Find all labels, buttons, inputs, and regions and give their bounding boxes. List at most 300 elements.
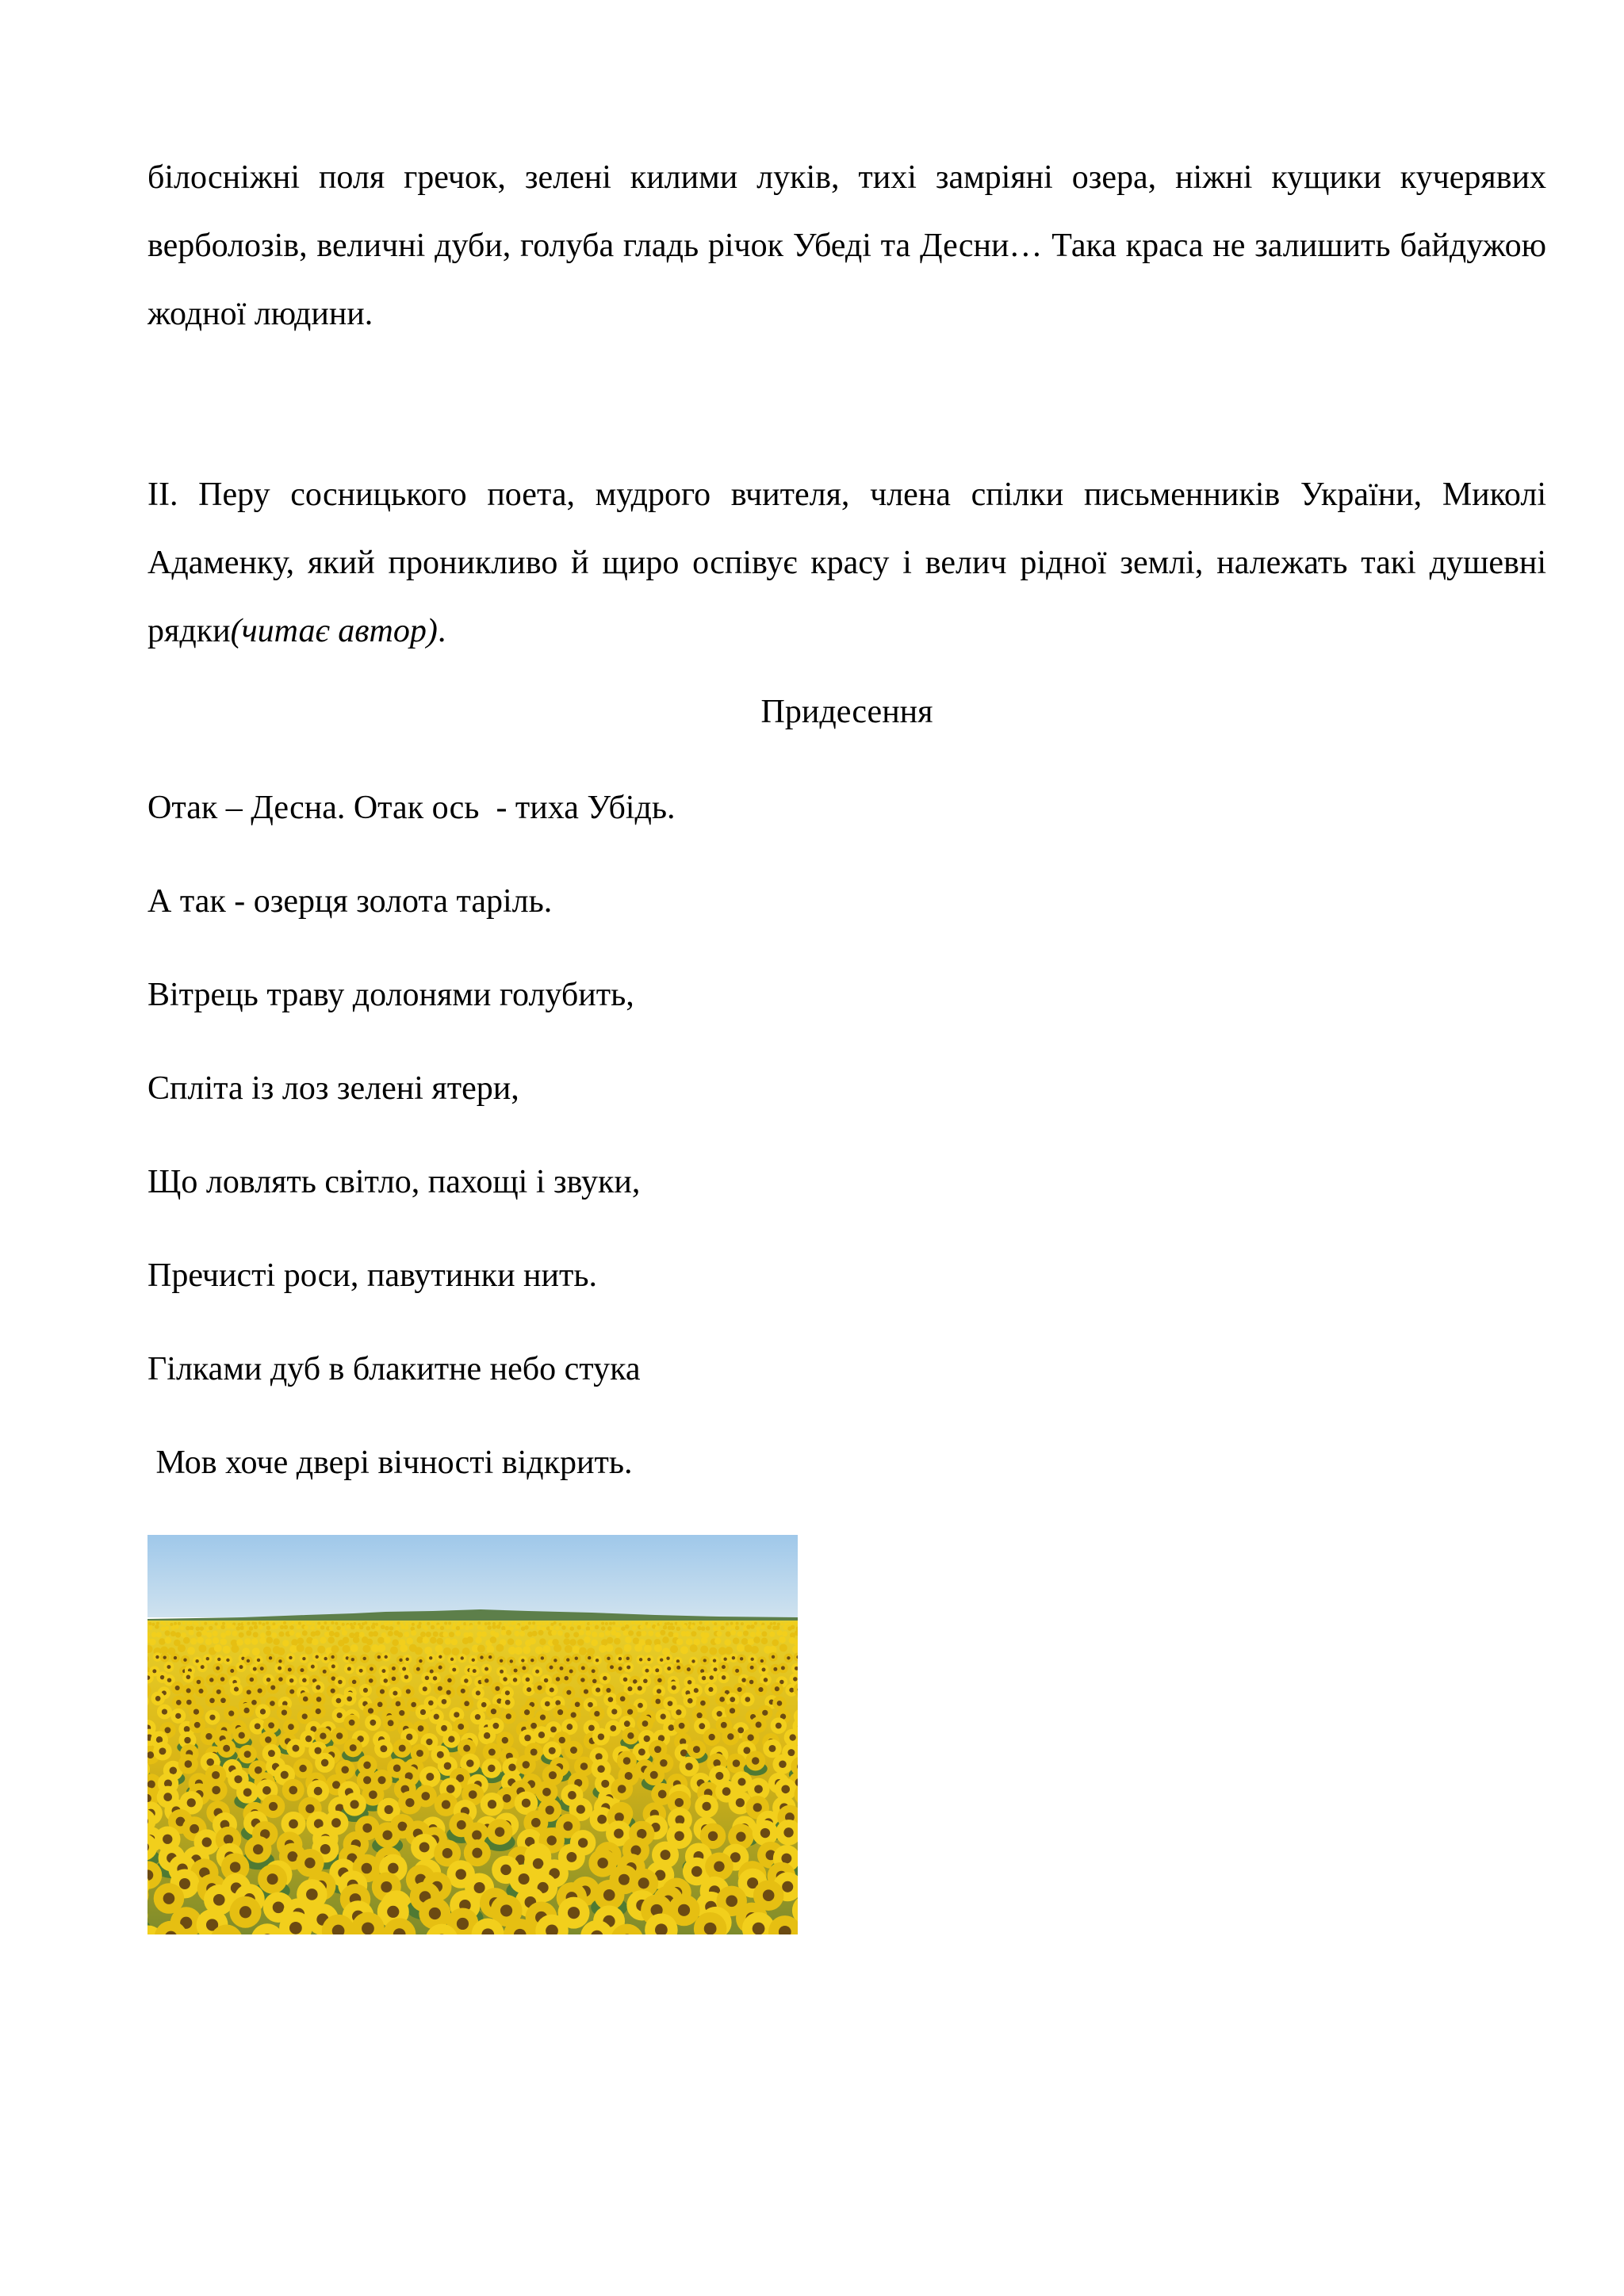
sunflower-center — [580, 1678, 585, 1682]
sunflower-petals — [201, 1622, 204, 1625]
sunflower-center — [737, 1727, 744, 1733]
sunflower-petals — [691, 1631, 696, 1636]
sunflower-petals — [320, 1637, 327, 1644]
sunflower-center — [760, 1659, 764, 1663]
sunflower-petals — [310, 1626, 315, 1631]
sunflower-center — [288, 1667, 292, 1671]
sunflower-petals — [737, 1631, 742, 1636]
sunflower-petals — [488, 1622, 491, 1625]
sunflower-center — [647, 1658, 650, 1661]
sunflower-center — [278, 1677, 283, 1682]
sunflower-petals — [159, 1638, 166, 1645]
sunflower-center — [566, 1852, 576, 1862]
sunflower-center — [702, 1676, 707, 1681]
sunflower-petals — [252, 1647, 260, 1655]
sunflower-petals — [183, 1637, 190, 1644]
sunflower-center — [255, 1724, 261, 1730]
sunflower-petals — [213, 1631, 218, 1636]
sunflower-petals — [349, 1632, 354, 1638]
sunflower-center — [737, 1777, 745, 1785]
sunflower-petals — [254, 1625, 259, 1630]
sunflower-center — [557, 1709, 563, 1715]
sunflower-center — [597, 1858, 607, 1868]
sunflower-center — [458, 1724, 464, 1730]
sunflower-petals — [211, 1621, 214, 1624]
sunflower-petals — [366, 1626, 370, 1631]
sunflower-center — [155, 1655, 159, 1659]
sunflower-center — [174, 1656, 177, 1659]
sunflower-petals — [455, 1631, 461, 1636]
sunflower-center — [185, 1760, 193, 1768]
sunflower-center — [336, 1712, 342, 1718]
sunflower-center — [687, 1667, 691, 1671]
sunflower-petals — [430, 1637, 437, 1644]
sunflower-center — [660, 1759, 668, 1767]
sunflower-center — [176, 1700, 182, 1705]
reader-note: (читає автор) — [230, 613, 438, 649]
sunflower-center — [726, 1895, 737, 1907]
sunflower-center — [419, 1842, 430, 1852]
sunflower-center — [292, 1745, 299, 1752]
sunflower-petals — [726, 1626, 731, 1631]
sunflower-petals — [289, 1623, 292, 1626]
sunflower-center — [429, 1908, 441, 1919]
sunflower-center — [732, 1656, 735, 1659]
sunflower-petals — [334, 1632, 339, 1637]
sunflower-center — [624, 1720, 630, 1727]
sunflower-petals — [655, 1632, 661, 1637]
sunflower-center — [484, 1732, 490, 1739]
sunflower-petals — [456, 1626, 461, 1631]
sunflower-center — [540, 1715, 546, 1720]
sunflower-petals — [151, 1623, 155, 1626]
sunflower-center — [581, 1666, 585, 1670]
sunflower-petals — [304, 1647, 312, 1655]
sunflower-center — [642, 1720, 649, 1727]
sunflower-center — [500, 1659, 503, 1663]
sunflower-petals — [671, 1626, 676, 1631]
sunflower-center — [305, 1735, 312, 1742]
sunflower-petals — [411, 1630, 416, 1636]
paragraph-poet — [147, 461, 1546, 665]
sunflower-center — [753, 1803, 762, 1812]
sunflower-petals — [449, 1632, 454, 1637]
sunflower-center — [524, 1735, 530, 1741]
sunflower-petals — [709, 1647, 717, 1655]
sunflower-center — [553, 1659, 557, 1662]
sunflower-center — [426, 1739, 432, 1745]
sunflower-petals — [278, 1632, 284, 1637]
sunflower-center — [163, 1655, 167, 1659]
sunflower-center — [564, 1676, 569, 1681]
sunflower-center — [542, 1788, 551, 1797]
sunflower-petals — [532, 1621, 535, 1624]
sunflower-center — [547, 1835, 557, 1845]
sunflower-center — [260, 1709, 266, 1714]
sunflower-center — [260, 1667, 264, 1670]
sunflower-petals — [400, 1625, 405, 1630]
sunflower-petals — [645, 1639, 653, 1646]
sunflower-petals — [714, 1637, 722, 1644]
sunflower-petals — [673, 1632, 679, 1638]
sunflower-center — [722, 1665, 726, 1669]
sunflower-center — [179, 1878, 190, 1889]
sunflower-center — [679, 1723, 685, 1729]
sunflower-petals — [577, 1625, 582, 1630]
sunflower-petals — [586, 1626, 591, 1631]
sunflower-center — [495, 1686, 500, 1691]
sunflower-center — [170, 1766, 178, 1774]
sunflower-petals — [616, 1627, 621, 1632]
sunflower-petals — [794, 1621, 797, 1624]
sunflower-center — [399, 1745, 406, 1752]
sunflower-petals — [442, 1632, 448, 1637]
sunflower-petals — [599, 1632, 604, 1638]
sunflower-center — [216, 1689, 221, 1694]
sunflower-center — [270, 1701, 275, 1706]
sunflower-petals — [542, 1622, 545, 1625]
sunflower-petals — [761, 1625, 766, 1630]
sunflower-petals — [342, 1630, 347, 1636]
sunflower-petals — [346, 1624, 350, 1629]
sunflower-center — [320, 1844, 331, 1854]
sunflower-center — [606, 1688, 611, 1693]
sunflower-center — [163, 1793, 172, 1801]
sunflower-center — [623, 1678, 628, 1682]
sunflower-center — [302, 1678, 307, 1683]
sunflower-petals — [706, 1621, 709, 1624]
sunflower-petals — [730, 1622, 733, 1625]
sunflower-petals — [521, 1622, 524, 1625]
sunflower-center — [643, 1678, 648, 1683]
sunflower-petals — [519, 1631, 525, 1636]
sunflower-petals — [466, 1636, 473, 1644]
sunflower-center — [202, 1837, 212, 1846]
sunflower-petals — [510, 1626, 515, 1631]
sunflower-center — [278, 1667, 282, 1670]
sunflower-center — [234, 1775, 242, 1783]
sunflower-center — [209, 1698, 215, 1704]
sunflower-petals — [246, 1630, 251, 1636]
sunflower-petals — [437, 1638, 444, 1645]
sunflower-petals — [670, 1623, 673, 1626]
sunflower-center — [447, 1678, 452, 1683]
sunflower-petals — [266, 1637, 274, 1644]
sunflower-petals — [327, 1637, 335, 1644]
sunflower-center — [381, 1669, 385, 1673]
sunflower-center — [446, 1690, 451, 1695]
sunflower-center — [745, 1697, 751, 1702]
sunflower-center — [570, 1747, 577, 1754]
sunflower-petals — [317, 1622, 320, 1625]
sunflower-center — [350, 1744, 357, 1751]
sunflower-center — [789, 1688, 794, 1693]
sunflower-center — [645, 1669, 649, 1673]
sunflower-center — [789, 1734, 795, 1740]
sunflower-center — [674, 1831, 684, 1841]
sunflower-center — [588, 1702, 593, 1708]
sunflower-petals — [196, 1623, 199, 1626]
sunflower-center — [306, 1888, 318, 1900]
sunflower-center — [267, 1873, 278, 1885]
sunflower-petals — [426, 1632, 431, 1637]
sunflower-center — [626, 1657, 630, 1660]
sunflower-center — [753, 1923, 765, 1934]
sunflower-center — [519, 1873, 530, 1885]
sunflower-petals — [190, 1626, 194, 1631]
sunflower-center — [314, 1787, 323, 1796]
sunflower-petals — [569, 1622, 572, 1625]
sunflower-petals — [721, 1622, 724, 1625]
sunflower-center — [702, 1802, 710, 1811]
sunflower-center — [522, 1799, 530, 1808]
sunflower-center — [703, 1659, 707, 1662]
sunflower-center — [341, 1766, 349, 1774]
sunflower-center — [282, 1709, 287, 1715]
sunflower-petals — [151, 1632, 157, 1637]
sunflower-petals — [251, 1638, 259, 1645]
sunflower-petals — [180, 1626, 185, 1631]
sunflower-center — [167, 1678, 172, 1682]
sunflower-center — [495, 1827, 504, 1836]
sunflower-petals — [448, 1621, 451, 1624]
sunflower-center — [311, 1665, 315, 1669]
sunflower-center — [549, 1771, 557, 1779]
sunflower-center — [304, 1858, 315, 1868]
sunflower-center — [402, 1667, 406, 1671]
sunflower-petals — [165, 1626, 170, 1631]
sunflower-center — [316, 1655, 319, 1659]
sunflower-petals — [761, 1631, 767, 1636]
sunflower-petals — [481, 1632, 487, 1637]
sunflower-center — [693, 1746, 700, 1753]
sunflower-petals — [579, 1647, 587, 1655]
sunflower-center — [439, 1666, 442, 1670]
sunflower-center — [220, 1697, 226, 1703]
sunflower-center — [239, 1732, 245, 1739]
sunflower-petals — [697, 1626, 702, 1631]
sunflower-center — [691, 1659, 695, 1663]
sunflower-petals — [737, 1644, 745, 1652]
sunflower-center — [500, 1670, 504, 1674]
sunflower-center — [668, 1701, 673, 1706]
sunflower-center — [661, 1850, 671, 1860]
sunflower-petals — [324, 1632, 330, 1637]
sunflower-petals — [424, 1647, 432, 1655]
sky — [147, 1535, 798, 1617]
sunflower-center — [524, 1709, 530, 1715]
sunflower-petals — [595, 1625, 599, 1630]
sunflower-center — [195, 1659, 198, 1663]
sunflower-petals — [487, 1625, 492, 1630]
sunflower-center — [406, 1734, 412, 1740]
sunflower-petals — [713, 1627, 718, 1632]
sunflower-petals — [587, 1622, 590, 1625]
sunflower-center — [541, 1656, 544, 1659]
sunflower-center — [508, 1764, 516, 1772]
sunflower-center — [654, 1746, 661, 1753]
sunflower-petals — [190, 1638, 197, 1645]
sunflower-petals — [155, 1624, 159, 1629]
sunflower-petals — [405, 1622, 408, 1625]
sunflower-petals — [220, 1632, 226, 1638]
sunflower-center — [740, 1657, 743, 1660]
sunflower-petals — [693, 1639, 700, 1646]
sunflower-petals — [640, 1625, 645, 1630]
sunflower-petals — [570, 1626, 575, 1631]
sunflower-petals — [589, 1622, 592, 1625]
sunflower-petals — [726, 1622, 729, 1625]
sunflower-center — [704, 1923, 717, 1934]
sunflower-center — [377, 1776, 385, 1784]
sunflower-petals — [392, 1640, 399, 1647]
sunflower-center — [568, 1907, 580, 1919]
sunflower-petals — [231, 1624, 236, 1629]
sunflower-petals — [377, 1637, 385, 1644]
sunflower-center — [406, 1689, 411, 1693]
sunflower-petals — [381, 1624, 385, 1629]
sunflower-petals — [773, 1622, 776, 1625]
sunflower-center — [258, 1689, 262, 1693]
sunflower-center — [243, 1788, 252, 1797]
sunflower-center — [505, 1700, 511, 1705]
sunflower-petals — [297, 1644, 304, 1652]
sunflower-center — [783, 1827, 793, 1837]
sunflower-petals — [538, 1622, 542, 1625]
sunflower-petals — [551, 1630, 557, 1636]
sunflower-center — [441, 1725, 447, 1732]
sunflower-center — [430, 1670, 434, 1674]
sunflower-center — [444, 1762, 452, 1770]
sunflower-petals — [474, 1622, 477, 1625]
sunflower-center — [388, 1720, 394, 1726]
sunflower-center — [251, 1700, 257, 1705]
sunflower-center — [377, 1702, 383, 1708]
sunflower-petals — [485, 1622, 488, 1625]
sunflower-petals — [443, 1647, 451, 1655]
sunflower-petals — [266, 1625, 271, 1630]
sunflower-petals — [577, 1639, 584, 1646]
sunflower-center — [163, 1835, 172, 1844]
sunflower-petals — [638, 1621, 641, 1624]
sunflower-petals — [415, 1621, 418, 1624]
sunflower-petals — [148, 1622, 151, 1625]
sunflower-petals — [561, 1625, 566, 1630]
sunflower-petals — [506, 1630, 511, 1636]
sunflower-petals — [350, 1625, 355, 1630]
sunflower-petals — [282, 1640, 289, 1647]
sunflower-center — [194, 1722, 201, 1728]
sunflower-center — [730, 1708, 735, 1713]
sunflower-center — [694, 1688, 699, 1693]
sunflower-petals — [690, 1624, 695, 1629]
sunflower-center — [735, 1669, 739, 1673]
sunflower-petals — [615, 1632, 621, 1638]
sunflower-center — [405, 1798, 414, 1807]
sunflower-center — [230, 1862, 240, 1872]
sunflower-center — [217, 1658, 220, 1661]
paragraph-intro: білосніжні поля гречок, зелені килими луків, тихі замріяні озера, ніжні кущики кучерявих верболозів, величні дуби, голуба гладь річок Убеді та Десни… Така краса не залишить байдужою жодної людини. — [147, 159, 1546, 332]
sunflower-petals — [701, 1637, 708, 1644]
sunflower-petals — [607, 1637, 614, 1644]
sunflower-center — [619, 1874, 630, 1885]
sunflower-petals — [725, 1647, 733, 1655]
sunflower-center — [473, 1669, 477, 1673]
sunflower-petals — [460, 1625, 465, 1630]
sunflower-center — [289, 1689, 294, 1694]
sunflower-petals — [599, 1645, 607, 1653]
sunflower-center — [779, 1761, 787, 1769]
sunflower-center — [220, 1677, 225, 1682]
sunflower-petals — [787, 1622, 791, 1625]
sunflower-petals — [714, 1622, 717, 1625]
sunflower-petals — [289, 1645, 297, 1653]
sunflower-petals — [353, 1636, 360, 1644]
sunflower-center — [750, 1658, 753, 1661]
sunflower-petals — [231, 1645, 239, 1653]
sunflower-center — [405, 1658, 408, 1661]
sunflower-petals — [239, 1625, 244, 1630]
sunflower-petals — [259, 1625, 263, 1630]
sunflower-petals — [295, 1632, 301, 1638]
sunflower-petals — [243, 1626, 248, 1631]
sunflower-center — [598, 1733, 604, 1739]
sunflower-petals — [469, 1625, 474, 1630]
sunflower-center — [626, 1666, 630, 1670]
sunflower-center — [675, 1798, 684, 1807]
sunflower-petals — [189, 1630, 194, 1636]
sunflower-petals — [720, 1626, 725, 1631]
sunflower-center — [781, 1854, 791, 1864]
sunflower-center — [743, 1747, 750, 1754]
sunflower-center — [419, 1659, 422, 1663]
sunflower-center — [457, 1918, 469, 1930]
sunflower-petals — [659, 1622, 662, 1625]
sunflower-petals — [538, 1630, 544, 1636]
sunflower-petals — [420, 1632, 426, 1637]
sunflower-center — [638, 1686, 642, 1690]
sunflower-petals — [208, 1621, 211, 1624]
sunflower-petals — [590, 1626, 595, 1631]
sunflower-center — [380, 1745, 387, 1752]
sunflower-center — [399, 1710, 404, 1716]
sunflower-center — [385, 1655, 388, 1659]
sunflower-center — [708, 1687, 713, 1692]
sunflower-petals — [389, 1626, 394, 1631]
sunflower-center — [500, 1904, 512, 1916]
sunflower-petals — [161, 1627, 166, 1632]
sunflower-center — [594, 1711, 599, 1716]
sunflower-center — [198, 1689, 203, 1693]
sunflower-petals — [249, 1626, 254, 1631]
sunflower-petals — [579, 1621, 582, 1624]
sunflower-center — [550, 1666, 553, 1670]
sunflower-petals — [623, 1630, 629, 1636]
sunflower-center — [420, 1709, 426, 1715]
sunflower-petals — [178, 1644, 186, 1652]
sunflower-petals — [466, 1622, 469, 1625]
sunflower-petals — [634, 1644, 642, 1652]
sunflower-center — [722, 1675, 726, 1680]
sunflower-center — [439, 1655, 442, 1659]
sunflower-petals — [404, 1632, 409, 1637]
sunflower-center — [257, 1659, 260, 1662]
sunflower-petals — [561, 1623, 565, 1626]
sunflower-petals — [730, 1630, 736, 1636]
sunflower-petals — [748, 1639, 755, 1646]
sunflower-petals — [542, 1627, 546, 1632]
sunflower-center — [461, 1656, 464, 1659]
